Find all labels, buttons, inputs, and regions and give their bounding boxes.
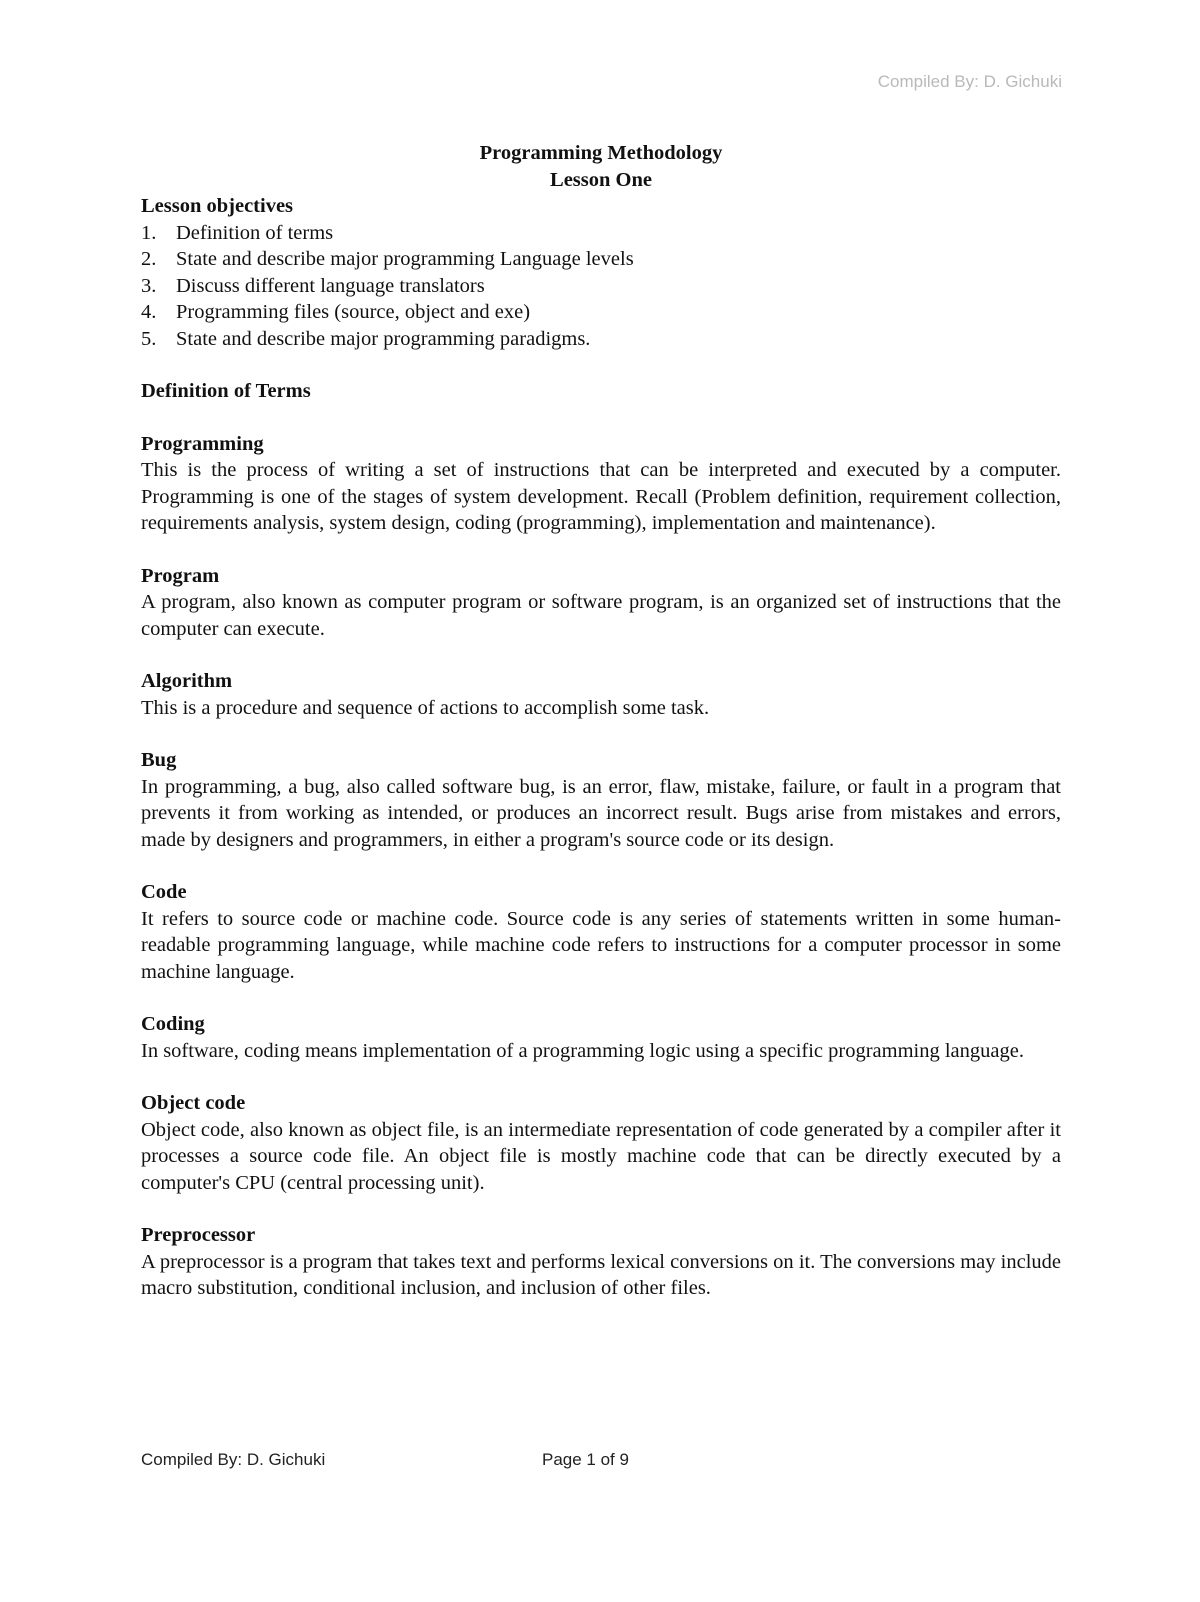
- definition-term: Preprocessor: [141, 1224, 256, 1246]
- list-text: Programming files (source, object and exe): [176, 301, 531, 323]
- definition-program: [141, 563, 1061, 643]
- definition-term: Algorithm: [141, 670, 233, 692]
- definition-code: [141, 879, 1061, 985]
- definition-object-code: [141, 1090, 1061, 1196]
- page-number: Page 1 of 9: [542, 1450, 629, 1469]
- list-item: [141, 246, 1061, 273]
- list-number: 2.: [141, 248, 157, 270]
- definition-term: Programming: [141, 432, 264, 455]
- objectives-list: [141, 220, 1061, 353]
- definition-algorithm: [141, 668, 1061, 721]
- list-text: State and describe major programming paradigms.: [176, 327, 591, 350]
- definition-text: Object code, also known as object file, is an intermediate representation of code generated by a compiler after it processes a source code file. An object file is mostly machine code that can be directly executed by a computer's CPU (central processing unit).: [141, 1118, 1061, 1194]
- definition-text: This is the process of writing a set of instructions that can be interpreted and executed by a computer. Programming is one of the stages of system development. Recall (Problem definition, requirement collection, requirements analysis, system design, coding (programming), implementation and maintenance).: [141, 459, 1061, 534]
- page-content: [141, 140, 1061, 1302]
- definitions-heading: Definition of Terms: [141, 380, 311, 402]
- definition-text: In programming, a bug, also called software bug, is an error, flaw, mistake, failure, or fault in a program that prevents it from working as intended, or produces an incorrect result. Bugs arise from mistakes and errors, made by designers and programmers, in either a program's source code or its design.: [141, 775, 1061, 851]
- list-item: [141, 326, 1061, 353]
- list-item: [141, 273, 1061, 300]
- definition-term: Object code: [141, 1092, 246, 1114]
- definition-text: In software, coding means implementation of a programming logic using a specific programming language.: [141, 1039, 1024, 1062]
- definition-text: This is a procedure and sequence of actions to accomplish some task.: [141, 696, 710, 719]
- list-number: 3.: [141, 274, 157, 297]
- list-number: 1.: [141, 221, 157, 244]
- objectives-heading: Lesson objectives: [141, 195, 294, 217]
- document-title: Programming Methodology: [479, 142, 723, 164]
- list-number: 4.: [141, 301, 157, 323]
- header-compiled-by: Compiled By: D. Gichuki: [877, 72, 1062, 91]
- list-text: State and describe major programming Language levels: [176, 248, 634, 270]
- footer-compiled-by: Compiled By: D. Gichuki: [141, 1450, 326, 1469]
- list-text: Definition of terms: [176, 221, 334, 244]
- definition-text: It refers to source code or machine code. Source code is any series of statements written in some human-readable programming language, while machine code refers to instructions for a computer processor in some machine language.: [141, 907, 1061, 983]
- list-item: [141, 299, 1061, 326]
- definition-programming: [141, 431, 1061, 537]
- definition-term: Code: [141, 881, 187, 903]
- list-number: 5.: [141, 327, 157, 350]
- list-text: Discuss different language translators: [176, 274, 485, 297]
- definition-term: Bug: [141, 749, 177, 771]
- definition-text: A preprocessor is a program that takes text and performs lexical conversions on it. The conversions may include macro substitution, conditional inclusion, and inclusion of other files.: [141, 1250, 1061, 1299]
- definition-text: A program, also known as computer program or software program, is an organized set of instructions that the computer can execute.: [141, 591, 1061, 640]
- definition-coding: [141, 1011, 1061, 1064]
- document-subtitle: Lesson One: [550, 168, 652, 191]
- definition-term: Program: [141, 564, 220, 587]
- definition-term: Coding: [141, 1013, 205, 1035]
- definition-preprocessor: [141, 1222, 1061, 1302]
- definition-bug: [141, 747, 1061, 853]
- list-item: [141, 220, 1061, 247]
